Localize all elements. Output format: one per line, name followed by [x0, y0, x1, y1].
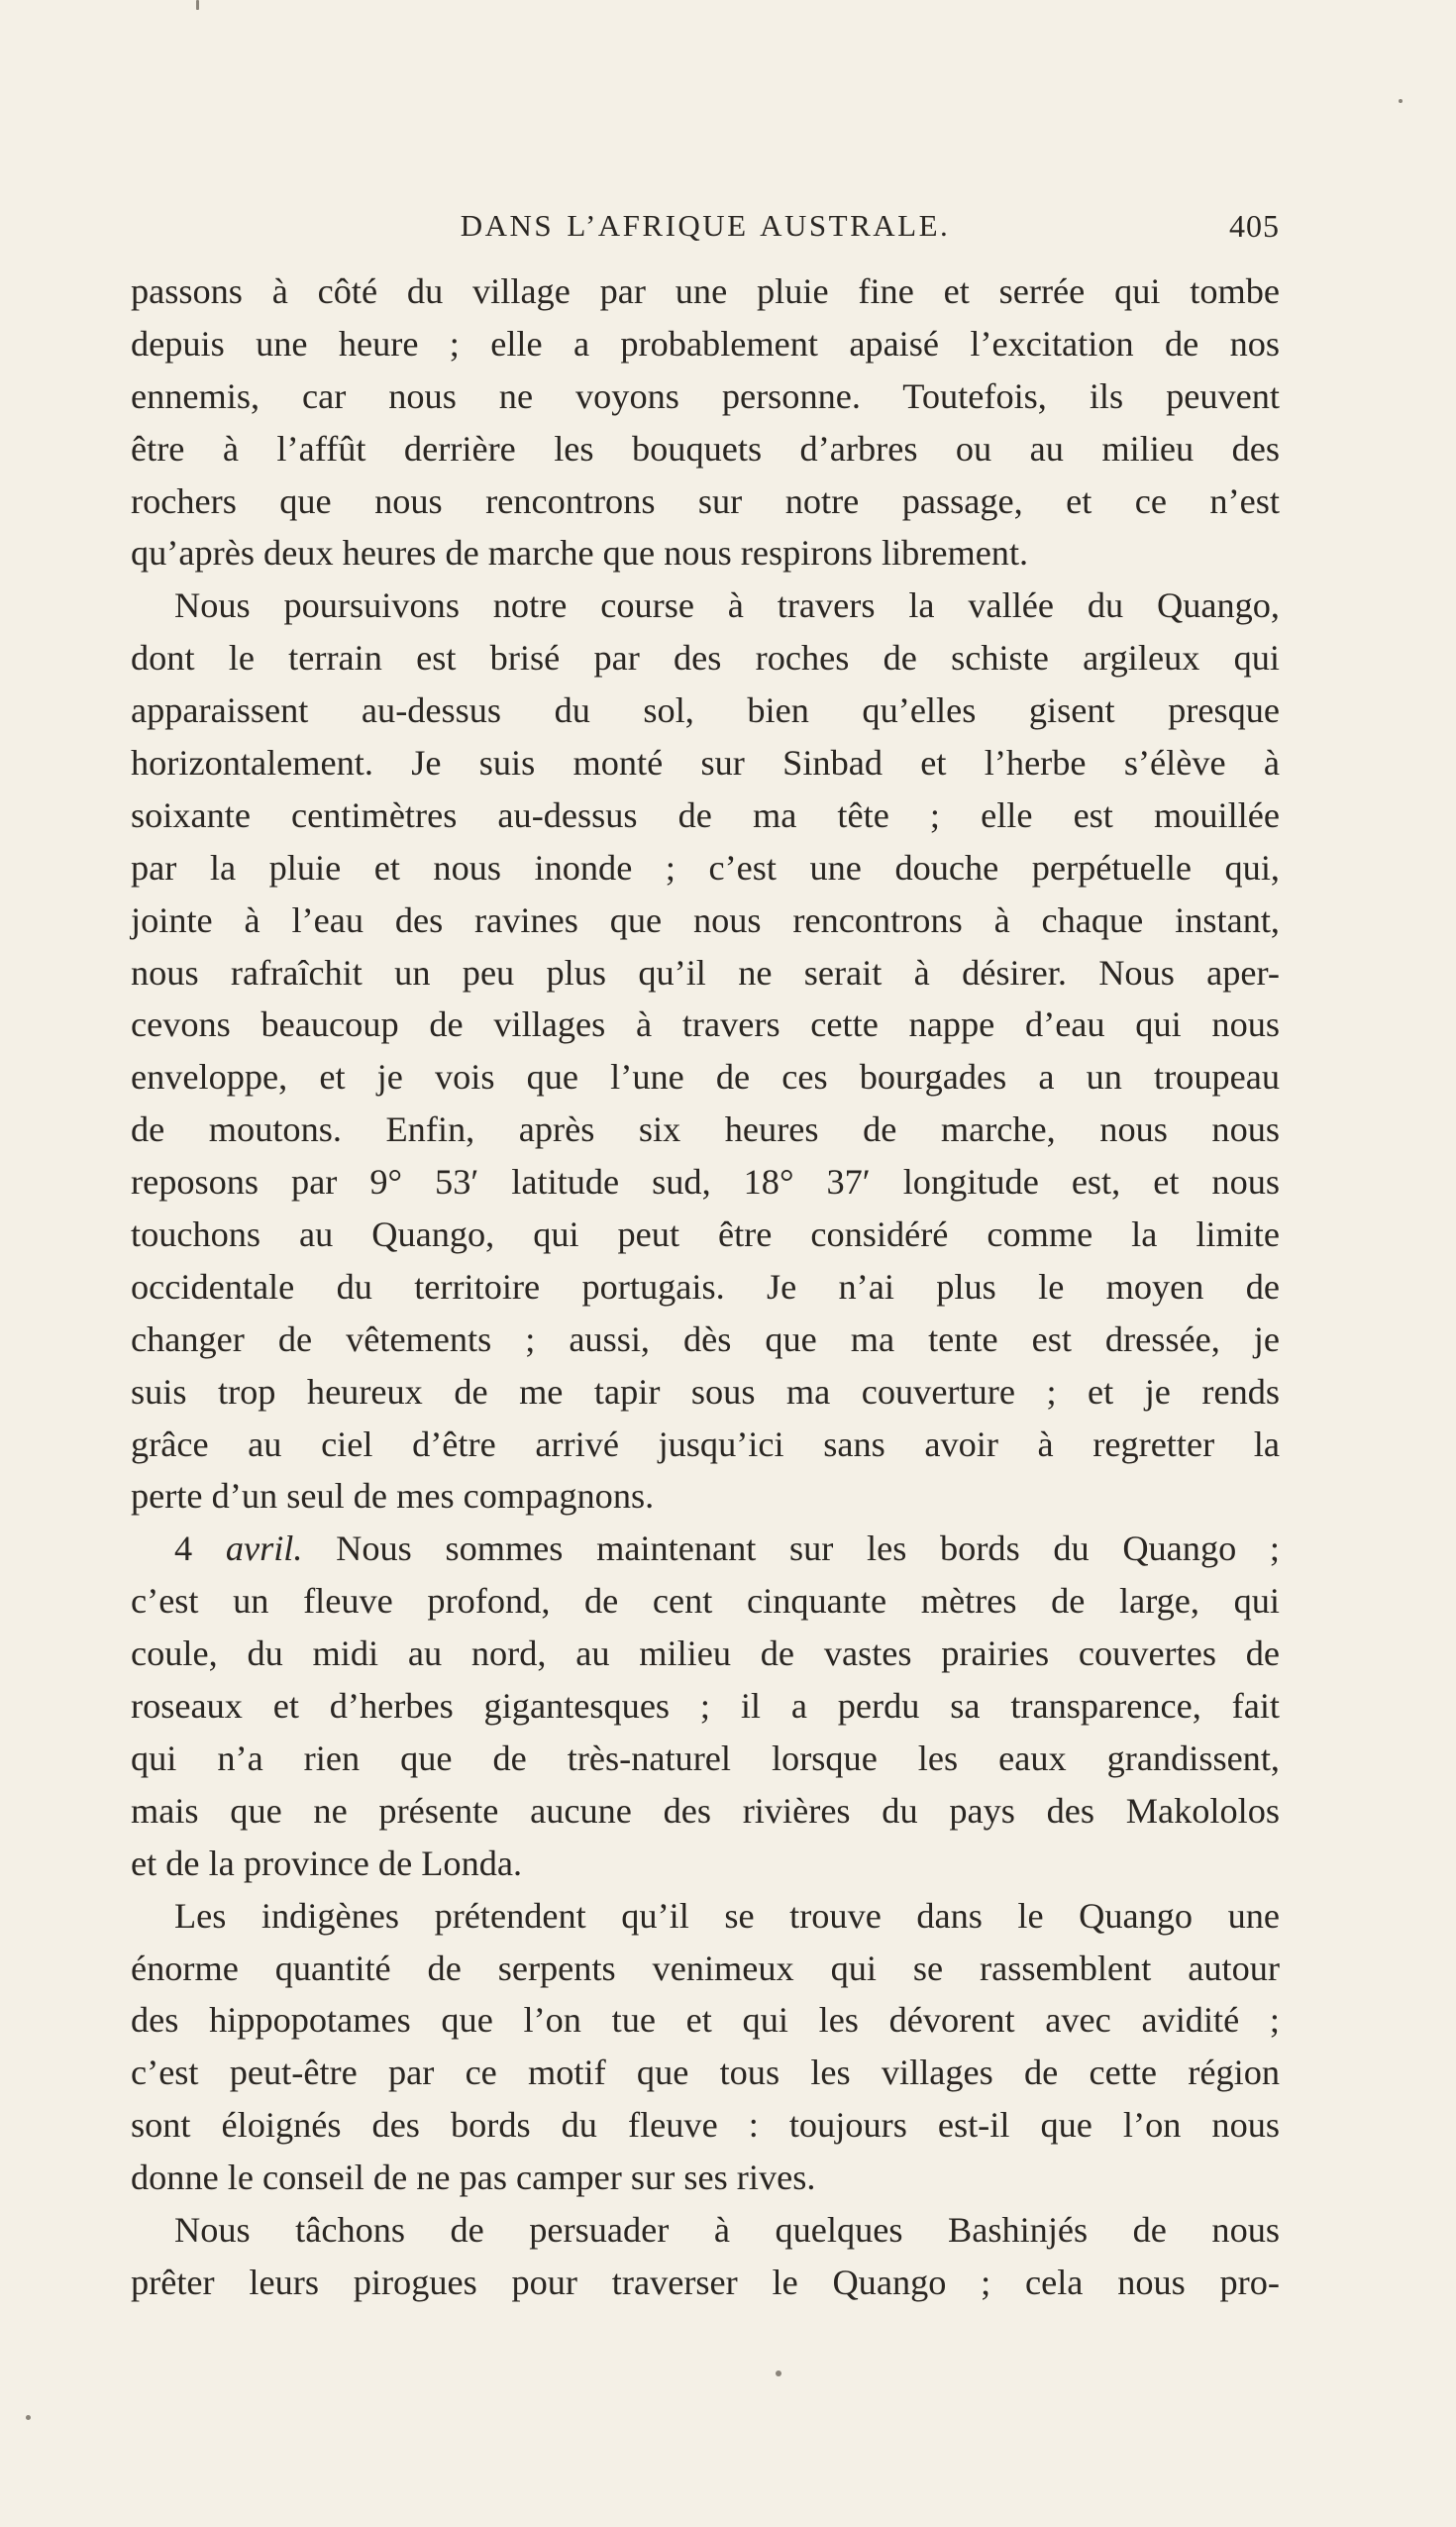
text-line: Nous tâchons de persuader à quelques Bashinjés de nous — [174, 2209, 1280, 2250]
text-line: occidentale du territoire portugais. Je n’ai plus le moyen de — [131, 1266, 1280, 1307]
text-line: reposons par 9° 53′ latitude sud, 18° 37′ longitude est, et nous — [131, 1162, 1280, 1203]
text-line: touchons au Quango, qui peut être considéré comme la limite — [131, 1214, 1280, 1255]
text-line: rochers que nous rencontrons sur notre passage, et ce n’est — [131, 480, 1280, 521]
text-line: perte d’un seul de mes compagnons. — [131, 1476, 655, 1517]
text-line: roseaux et d’herbes gigantesques ; il a perdu sa transparence, fait — [131, 1686, 1280, 1727]
text-line: sont éloignés des bords du fleuve : toujours est-il que l’on nous — [131, 2105, 1280, 2146]
text-line: énorme quantité de serpents venimeux qui se rassemblent autour — [131, 1948, 1280, 1988]
text-line: suis trop heureux de me tapir sous ma couverture ; et je rends — [131, 1371, 1280, 1412]
paper-speck — [26, 2415, 31, 2420]
text-line-dated — [131, 1523, 1280, 1575]
text-line: qui n’a rien que de très-naturel lorsque les eaux grandissent, — [131, 1737, 1280, 1778]
text-line: depuis une heure ; elle a probablement apaisé l’excitation de nos — [131, 323, 1280, 364]
text-line: qu’après deux heures de marche que nous respirons librement. — [131, 533, 1029, 574]
text-line: soixante centimètres au-dessus de ma tête ; elle est mouillée — [131, 794, 1280, 835]
text-line: c’est un fleuve profond, de cent cinquante mètres de large, qui — [131, 1581, 1280, 1622]
text-line: apparaissent au-dessus du sol, bien qu’elles gisent presque — [131, 690, 1280, 731]
text-line: par la pluie et nous inonde ; c’est une douche perpétuelle qui, — [131, 847, 1280, 888]
text-line: changer de vêtements ; aussi, dès que ma tente est dressée, je — [131, 1318, 1280, 1359]
text-line: mais que ne présente aucune des rivières du pays des Makololos — [131, 1790, 1280, 1831]
text-line: passons à côté du village par une pluie fine et serrée qui tombe — [131, 271, 1280, 311]
text-line: dont le terrain est brisé par des roches de schiste argileux qui — [131, 638, 1280, 679]
page-number: 405 — [1229, 208, 1280, 244]
running-title: DANS L’AFRIQUE AUSTRALE. — [460, 208, 951, 243]
text-line: grâce au ciel d’être arrivé jusqu’ici sans avoir à regretter la — [131, 1423, 1280, 1464]
running-head — [131, 208, 1280, 258]
text-line: cevons beaucoup de villages à travers cette nappe d’eau qui nous — [131, 1004, 1280, 1045]
text-line: de moutons. Enfin, après six heures de marche, nous nous — [131, 1109, 1280, 1150]
text-line: horizontalement. Je suis monté sur Sinbad et l’herbe s’élève à — [131, 743, 1280, 784]
text-line: ennemis, car nous ne voyons personne. Toutefois, ils peuvent — [131, 375, 1280, 416]
date-line-text: Nous sommes maintenant sur les bords du Quango ; — [336, 1528, 1280, 1569]
text-line: coule, du midi au nord, au milieu de vastes prairies couvertes de — [131, 1633, 1280, 1674]
text-line: enveloppe, et je vois que l’une de ces bourgades a un troupeau — [131, 1057, 1280, 1098]
date-day: 4 — [174, 1528, 193, 1569]
text-line: prêter leurs pirogues pour traverser le Quango ; cela nous pro- — [131, 2262, 1280, 2302]
text-line: c’est peut-être par ce motif que tous les villages de cette région — [131, 2053, 1280, 2093]
paper-speck — [1399, 99, 1403, 103]
text-line: jointe à l’eau des ravines que nous rencontrons à chaque instant, — [131, 899, 1280, 940]
text-line: donne le conseil de ne pas camper sur ses rives. — [131, 2158, 816, 2198]
text-line: Les indigènes prétendent qu’il se trouve dans le Quango une — [174, 1895, 1280, 1936]
paper-speck — [776, 2370, 781, 2376]
text-line: Nous poursuivons notre course à travers la vallée du Quango, — [174, 585, 1280, 626]
text-line: nous rafraîchit un peu plus qu’il ne serait à désirer. Nous aper- — [131, 952, 1280, 993]
paper-speck — [196, 0, 199, 10]
text-line: être à l’affût derrière les bouquets d’arbres ou au milieu des — [131, 428, 1280, 469]
text-line: et de la province de Londa. — [131, 1843, 523, 1883]
date-month: avril. — [225, 1528, 303, 1569]
text-line: des hippopotames que l’on tue et qui les dévorent avec avidité ; — [131, 2000, 1280, 2041]
body-text — [131, 265, 1280, 2309]
